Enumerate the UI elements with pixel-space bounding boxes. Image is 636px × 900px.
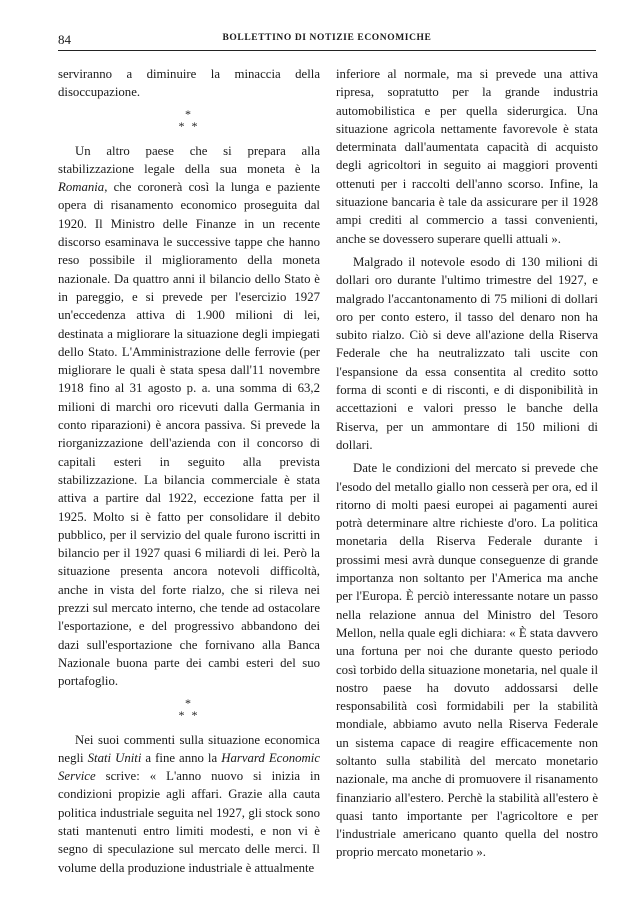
- romania-text-a: Un altro paese che si prepara alla stabilizzazione legale della sua moneta è la: [58, 143, 320, 176]
- paragraph-esodo-oro: Malgrado il notevole esodo di 130 milioni di dollari oro durante l'ultimo trimestre del 1927, e malgrado l'accantonamento di 75 milioni di dollari oro per conto estero, il tasso del denaro non ha subito rialzo. Ciò si deve all'azione della Riserva Federale che ha neutralizzato tali uscite con l'espansione da essa consentita al credito sotto forma di sconti e di risconti, e di disponibilità in accettazioni e valori presso le banche della Riserva, per un ammontare di 150 milioni di dollari.: [336, 254, 598, 452]
- running-head: BOLLETTINO DI NOTIZIE ECONOMICHE: [222, 33, 432, 43]
- separator-star-bottom: * *: [178, 707, 200, 722]
- page-number: 84: [58, 32, 71, 47]
- section-separator: [58, 108, 320, 132]
- separator-star-bottom: * *: [178, 118, 200, 133]
- left-column: [58, 65, 320, 877]
- paragraph-stati-uniti: [58, 731, 320, 877]
- usa-text-c: a fine anno la: [141, 750, 222, 765]
- usa-text-e: scrive: « L'anno nuovo si inizia in condizioni propizie agli affari. Grazie alla cauta politica industriale seguita nel 1927, gli stock sono stati mantenuti entro limiti modesti, e non vi è segno di speculazione sul mercato delle merci. Il volume della produzione industriale è attualmente: [58, 769, 320, 875]
- section-separator: [58, 697, 320, 721]
- paragraph-ripresa: inferiore al normale, ma si prevede una attiva ripresa, sopratutto per la grande industria automobilistica e per quella siderurgica. Una situazione agricola nettamente favorevole è stata determinata dall'aumentata capacità di acquisto degli agricoltori in seguito ai maggiori proventi ottenuti per i raccolti dell'anno scorso. Infine, la situazione bancaria è tale da assicurare per il 1928 ampi crediti al commercio a tassi convenienti, anche se dovessero superare quelli attuali ».: [336, 67, 598, 246]
- right-column: [336, 65, 598, 862]
- romania-text-c: , che coronerà così la lunga e paziente opera di risanamento economico proseguita dal 1920. Il Ministro delle Finanze in un recente discorso esaminava le successive tappe che hanno reso possibile il miglioramento della moneta nazionale. Da quattro anni il bilancio dello Stato è in pareggio, e si prevede per l'esercizio 1927 un'eccedenza attiva di 1.900 milioni di lei, destinata a migliorare la situazione degli impiegati dello Stato. L'Amministrazione delle ferrovie (per migliorare le quali è stata spesa dall'11 novembre 1918 fino al 31 agosto p. a. una somma di 63,2 milioni di marchi oro ricevuti dalla Germania in conto riparazioni) è ancora passiva. Si prevede la riorganizzazione dell'azienda con il concorso di capitali esteri in seguito alla prevista stabilizzazione. La bilancia commerciale è stata attiva a partire dal 1922, eccezione fatta per il 1925. Molto si è fatto per consolidare il debito pubblico, per il servizio del quale furono iscritti in bilancio per il 1927 quasi 6 miliardi di lei. Però la situazione presenta ancora notevoli difficoltà, anche in vista del forte rialzo, che si rileva nei prezzi sul mercato interno, che tende ad ostacolare l'esportazione, e del progressivo abbandono dei dazi sull'esportazione che fornivano alla Banca Nazionale buona parte dei cambi esteri del suo portafoglio.: [58, 180, 320, 689]
- romania-name: Romania: [58, 180, 105, 195]
- usa-text-a: Nei suoi commenti sulla situazione economica negli: [58, 732, 320, 765]
- usa-name: Stati Uniti: [87, 750, 142, 765]
- harvard-service-name: Harvard Economic Service: [58, 750, 320, 784]
- paragraph-disoccupazione: serviranno a diminuire la minaccia della disoccupazione.: [58, 67, 320, 100]
- paragraph-riserva-federale: Date le condizioni del mercato si prevede che l'esodo del metallo giallo non cesserà per ora, ed il ritorno di molti paesi europei ai pagamenti aurei potrà determinare altre richieste d'oro. La politica monetaria della Riserva Federale durante i prossimi mesi avrà dunque conseguenze di grande importanza non soltanto per l'America ma anche per l'Europa. È perciò interessante notare un passo nella relazione annua del Ministro del Tesoro Mellon, nella quale egli dichiara: « È stata davvero una fortuna per noi che durante questo periodo così torbido della situazione monetaria, nel quale il nostro paese ha dovuto addossarsi delle responsabilità così formidabili per la stabilità mondiale, abbiamo avuto nella Riserva Federale un sistema capace di reagire efficacemente non soltanto sulla stabilità del mercato monetario nazionale, ma anche di promuovere il risanamento finanziario all'estero. Perchè la stabilità all'estero è quasi tanto importante per l'agricoltore e per l'industriale americano quanto quella del nostro proprio mercato monetario ».: [336, 461, 598, 860]
- separator-star-top: *: [185, 106, 193, 121]
- separator-star-top: *: [185, 695, 193, 710]
- page-header: [58, 32, 596, 51]
- paragraph-romania: [58, 142, 320, 691]
